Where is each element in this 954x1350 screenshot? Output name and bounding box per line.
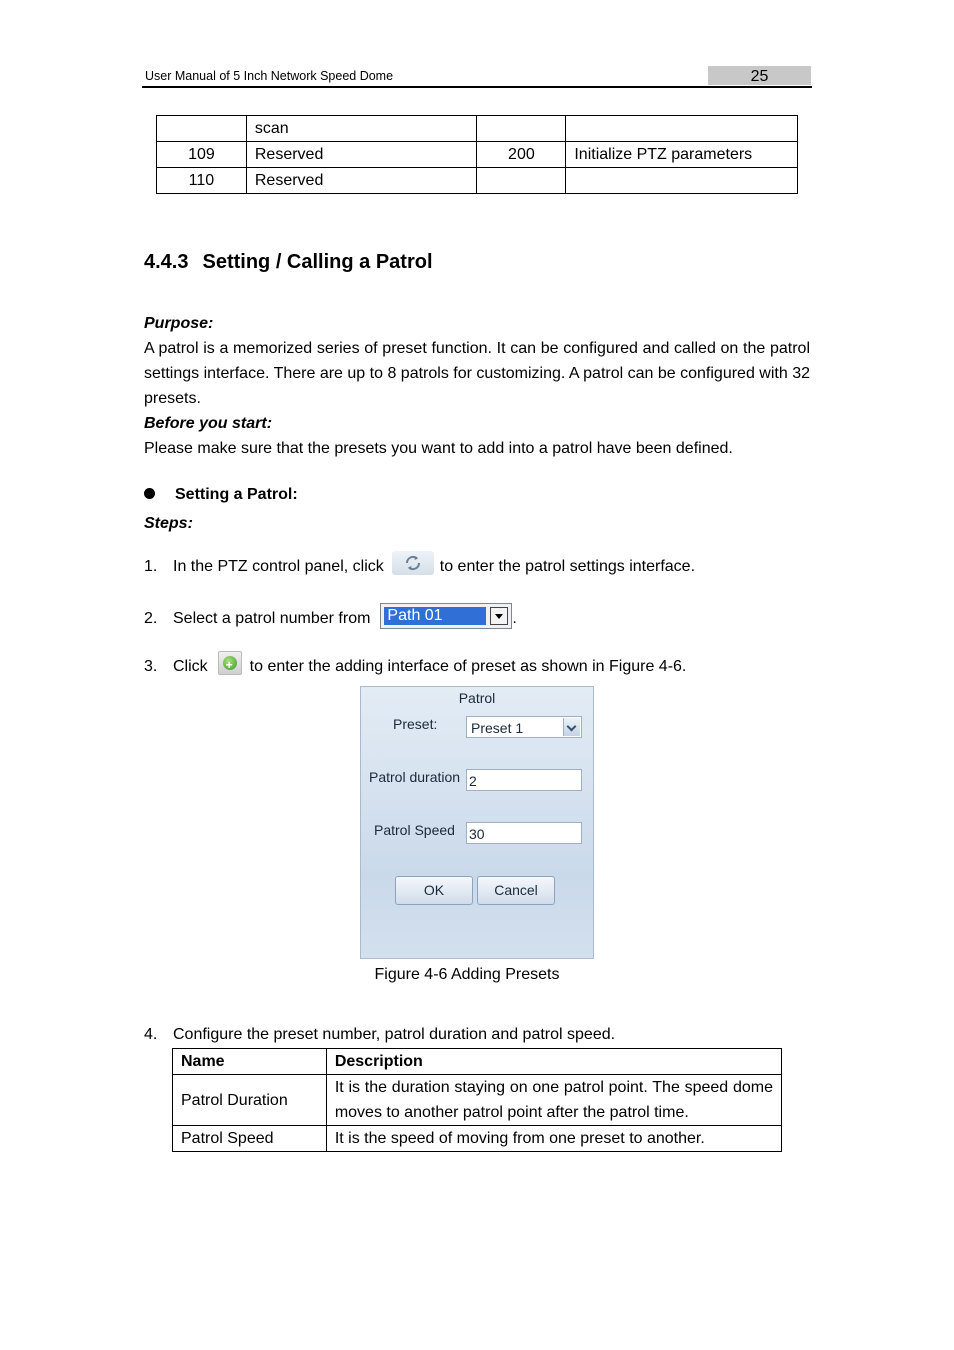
duration-input[interactable]: 2	[466, 769, 582, 791]
step-text: to enter the adding interface of preset as shown in Figure 4-6.	[249, 658, 687, 675]
table-cell	[477, 116, 566, 142]
ok-button[interactable]: OK	[395, 876, 473, 905]
table-header: Name	[173, 1049, 327, 1075]
table-cell: Patrol Duration	[173, 1075, 327, 1126]
duration-label: Patrol duration	[369, 769, 461, 785]
dropdown-arrow-icon[interactable]	[490, 607, 508, 625]
step-number: 1.	[144, 558, 158, 575]
step-number: 3.	[144, 658, 158, 675]
table-cell	[566, 116, 798, 142]
patrol-path-select[interactable]	[380, 603, 512, 629]
chevron-down-icon[interactable]	[563, 718, 580, 736]
table-cell: Reserved	[246, 142, 477, 168]
table-cell: 109	[157, 142, 247, 168]
step-number: 4.	[144, 1026, 158, 1043]
table-header-row	[173, 1049, 782, 1075]
preset-value: Preset 1	[471, 720, 524, 736]
speed-label: Patrol Speed	[374, 822, 455, 838]
step-1	[144, 551, 695, 579]
add-preset-icon[interactable]	[218, 651, 242, 675]
page-number: 25	[708, 66, 811, 85]
step-text: Click	[173, 658, 208, 675]
table-row	[173, 1126, 782, 1152]
purpose-block	[144, 311, 810, 461]
table-cell: Reserved	[246, 168, 477, 194]
table-row	[157, 168, 798, 194]
purpose-text: A patrol is a memorized series of preset function. It can be configured and called on the patrol settings interface. There are up to 8 patrols for customizing. A patrol can be configured with 32 presets.	[144, 340, 810, 407]
before-start-text: Please make sure that the presets you want to add into a patrol have been defined.	[144, 440, 733, 457]
step-2	[144, 603, 517, 631]
header-title: User Manual of 5 Inch Network Speed Dome	[145, 69, 394, 83]
table-cell: 110	[157, 168, 247, 194]
parameter-table	[172, 1048, 782, 1152]
table-cell: scan	[246, 116, 477, 142]
refresh-icon[interactable]	[392, 551, 434, 575]
table-row	[173, 1075, 782, 1126]
step-text: .	[512, 610, 517, 627]
step-text: In the PTZ control panel, click	[173, 558, 384, 575]
step-text: to enter the patrol settings interface.	[439, 558, 696, 575]
step-number: 2.	[144, 610, 158, 627]
preset-select[interactable]	[466, 716, 582, 738]
step-text: Select a patrol number from	[173, 610, 371, 627]
table-header: Description	[326, 1049, 781, 1075]
section-heading	[144, 251, 433, 274]
speed-input[interactable]: 30	[466, 822, 582, 844]
bullet-item	[144, 486, 298, 504]
patrol-path-value: Path 01	[384, 607, 486, 625]
step-text: Configure the preset number, patrol duration and patrol speed.	[173, 1026, 616, 1043]
bullet-text: Setting a Patrol:	[175, 486, 298, 503]
step-3	[144, 651, 686, 679]
table-cell	[566, 168, 798, 194]
figure-caption: Figure 4-6 Adding Presets	[374, 966, 560, 983]
table-cell	[157, 116, 247, 142]
dialog-title: Patrol	[458, 690, 496, 706]
step-4	[144, 1022, 615, 1047]
purpose-label: Purpose:	[144, 315, 214, 332]
table-cell: It is the duration staying on one patrol point. The speed dome moves to another patrol point after the patrol time.	[326, 1075, 781, 1126]
command-code-table	[156, 115, 798, 194]
cancel-button[interactable]: Cancel	[477, 876, 555, 905]
table-row	[157, 116, 798, 142]
table-cell: It is the speed of moving from one preset to another.	[326, 1126, 781, 1152]
section-number: 4.4.3	[144, 251, 189, 273]
bullet-icon	[144, 488, 155, 499]
table-cell: Initialize PTZ parameters	[566, 142, 798, 168]
table-cell: 200	[477, 142, 566, 168]
table-row	[157, 142, 798, 168]
patrol-dialog	[360, 686, 594, 959]
section-title: Setting / Calling a Patrol	[202, 251, 433, 273]
preset-label: Preset:	[393, 716, 438, 732]
table-cell: Patrol Speed	[173, 1126, 327, 1152]
table-cell	[477, 168, 566, 194]
before-start-label: Before you start:	[144, 415, 273, 432]
header-rule	[142, 86, 812, 88]
steps-label: Steps:	[144, 515, 193, 532]
